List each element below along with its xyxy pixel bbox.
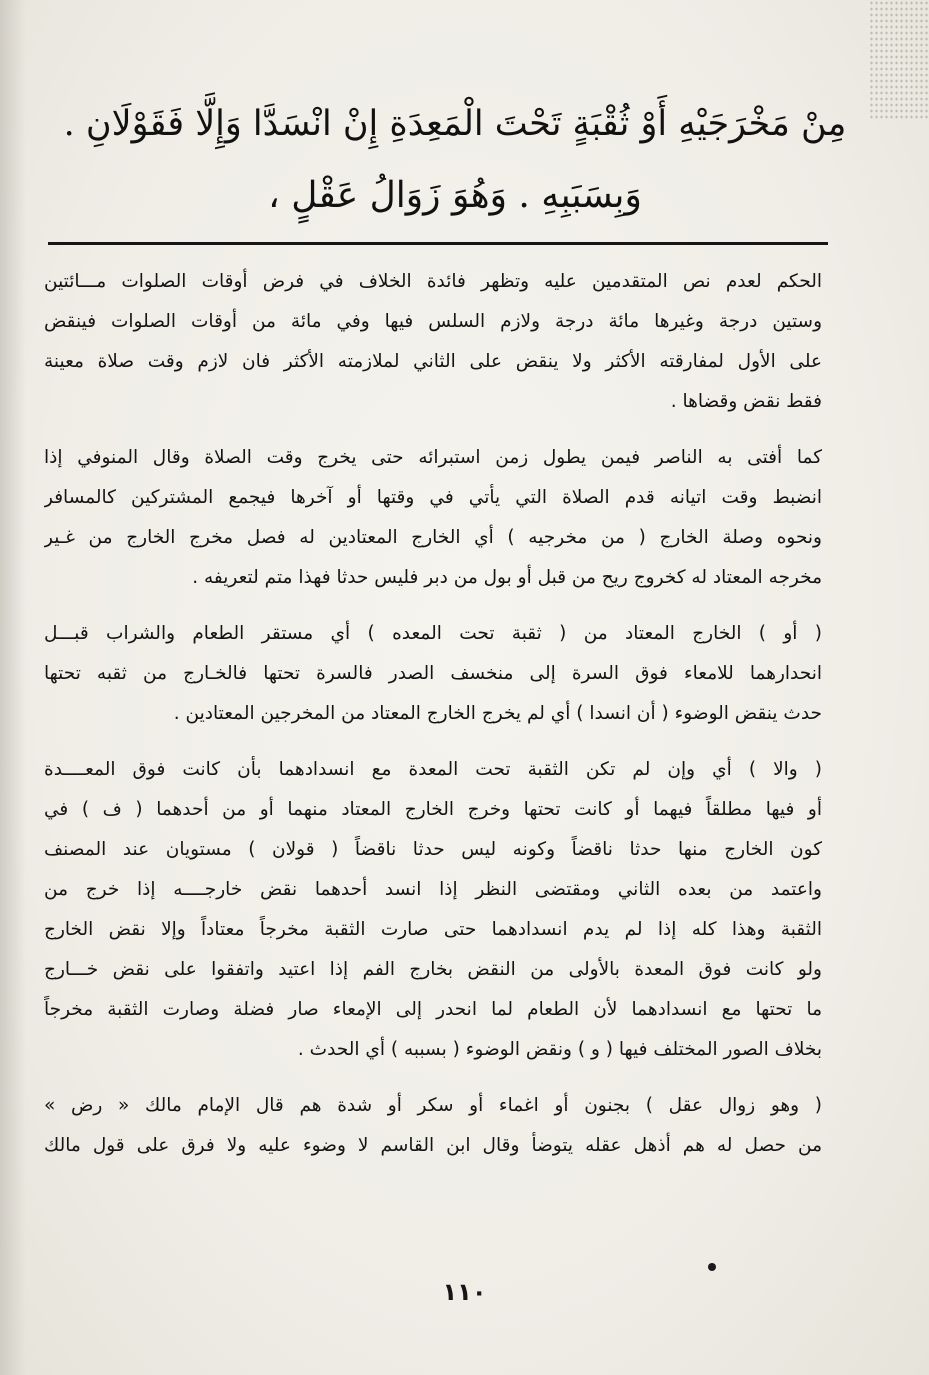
binding-edge-shadow: [0, 0, 26, 1375]
ink-speck: [708, 1263, 716, 1271]
commentary-line: فقط نقض وقضاها .: [670, 391, 822, 412]
commentary-line: ولو كانت فوق المعدة بالأولى من النقض بخارج الفم إذا اعتيد واتفقوا على نقض خـــارج: [44, 959, 822, 980]
commentary-line: ( والا ) أي وإن لم تكن الثقبة تحت المعدة مع انسدادهما بأن كانت فوق المعــــدة: [44, 759, 822, 780]
commentary-line: انضبط وقت اتيانه قدم الصلاة التي يأتي في وقتها أو آخرها فيجمع المشتركين كالمسافر: [44, 487, 822, 508]
commentary-line: الثقبة وهذا كله إذا لم يدم انسدادهما حتى صارت الثقبة مخرجاً معتاداً وإلا نقض الخارج: [44, 919, 822, 940]
commentary-line: واعتمد من بعده الثاني ومقتضى النظر إذا انسد أحدهما نقض خارجــــه إذا خرج من: [44, 879, 822, 900]
commentary-line: ما تحتها مع انسدادهما لأن الطعام لما انحدر إلى الإمعاء صار فضلة وصارت الثقبة مخرجاً: [44, 999, 822, 1020]
commentary-paragraph: [44, 750, 822, 1070]
commentary-line: ( وهو زوال عقل ) بجنون أو اغماء أو سكر أو شدة هم قال الإمام مالك « رض »: [44, 1095, 822, 1116]
commentary-paragraph: [44, 262, 822, 422]
commentary-line: مخرجه المعتاد له كخروج ريح من قبل أو بول من دبر فليس حدثا فهذا متم لتعريفه .: [192, 567, 822, 588]
commentary-line: من حصل له هم أذهل عقله يتوضأ وقال ابن القاسم لا وضوء عليه ولا فرق على قول مالك: [44, 1135, 822, 1156]
matn-line-2: وَبِسَبَبِهِ . وَهُوَ زَوَالُ عَقْلٍ ،: [268, 175, 642, 216]
commentary-line: بخلاف الصور المختلف فيها ( و ) ونقض الوضوء ( بسببه ) أي الحدث .: [297, 1039, 822, 1060]
matn-line-1: مِنْ مَخْرَجَيْهِ أَوْ ثُقْبَةٍ تَحْتَ الْمَعِدَةِ إِنْ انْسَدَّا وَإِلَّا فَقَوْلَانِ .: [63, 104, 847, 144]
commentary-line: وستين درجة وغيرها مائة درجة ولازم السلس فيها وفي مائة من أوقات الصلوات فينقض: [44, 311, 822, 332]
commentary-paragraph: [44, 614, 822, 734]
commentary-line: على الأول لمفارقته الأكثر ولا ينقض على الثاني لملازمته الأكثر فان لازم وقت صلاة معينة: [44, 351, 822, 372]
commentary-line: حدث ينقض الوضوء ( أن انسدا ) أي لم يخرج الخارج المعتاد من المخرجين المعتادين .: [173, 703, 822, 724]
commentary-line: كما أفتى به الناصر فيمن يطول زمن استبرائه حتى يخرج وقت الصلاة وقال المنوفي إذا: [44, 447, 822, 468]
commentary-line: الحكم لعدم نص المتقدمين عليه وتظهر فائدة الخلاف في فرض أوقات الصلوات مـــائتين: [44, 271, 822, 292]
commentary-line: ونحوه وصلة الخارج ( من مخرجيه ) أي الخارج المعتادين له فصل مخرج الخارج من غـير: [44, 527, 822, 548]
scan-noise: [869, 0, 929, 120]
commentary-line: أو فيها مطلقاً فيهما أو كانت تحتها وخرج الخارج المعتاد منهما أو من أحدهما ( ف ) في: [44, 799, 822, 820]
separator-rule: [48, 242, 828, 245]
commentary-line: كون الخارج منها حدثا ناقضاً وكونه ليس حدثا ناقضاً ( قولان ) مستويان عند المصنف: [44, 839, 822, 860]
commentary-body: [44, 262, 822, 1166]
commentary-paragraph: [44, 438, 822, 598]
commentary-line: انحدارهما للامعاء فوق السرة إلى منخسف الصدر فالسرة تحتها فالخـارج من ثقبه تحتها: [44, 663, 822, 684]
commentary-paragraph: [44, 1086, 822, 1166]
commentary-line: ( أو ) الخارج المعتاد من ( ثقبة تحت المعده ) أي مستقر الطعام والشراب قبـــل: [44, 623, 822, 644]
page-number: ١١٠: [442, 1278, 487, 1306]
